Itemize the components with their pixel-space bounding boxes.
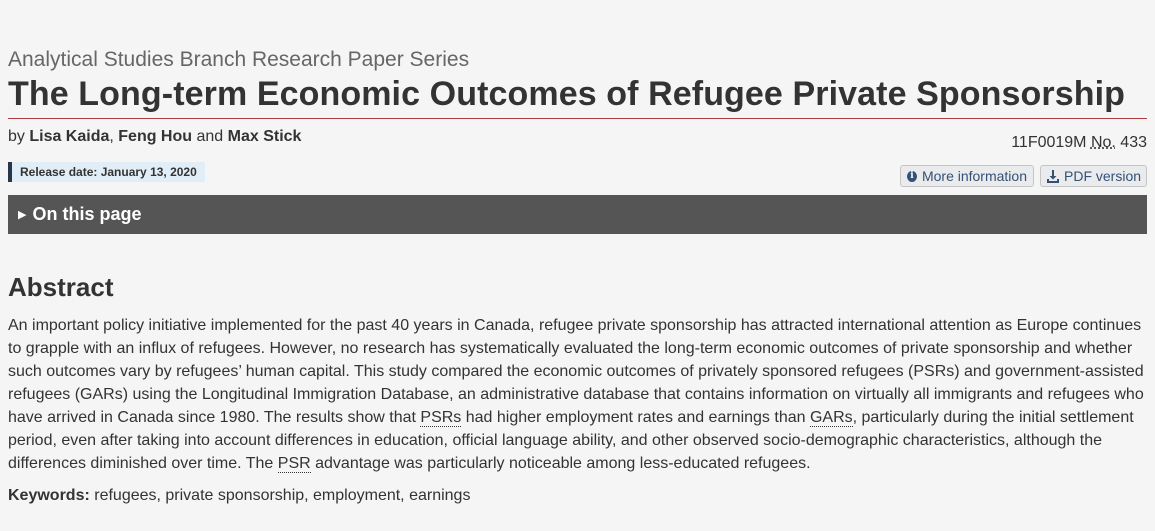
number-abbreviation: No. (1090, 134, 1116, 151)
title-divider (8, 118, 1147, 119)
abbreviation-psrs: PSRs (420, 409, 462, 426)
more-information-label: More information (921, 168, 1027, 184)
pdf-version-button[interactable] (1040, 165, 1147, 187)
byline-prefix: by (8, 128, 30, 145)
byline (8, 127, 301, 147)
on-this-page-label: On this page (32, 204, 142, 224)
series-name: Analytical Studies Branch Research Paper Series (8, 48, 470, 71)
abstract-heading: Abstract (8, 272, 114, 302)
release-date: Release date: January 13, 2020 (8, 162, 205, 182)
info-icon: i (907, 171, 917, 182)
pdf-version-label: PDF version (1064, 168, 1142, 184)
abstract-paragraph (8, 314, 1153, 475)
download-icon (1047, 170, 1059, 183)
page-title: The Long-term Economic Outcomes of Refugee Private Sponsorship (8, 75, 1126, 113)
byline-separator: and (192, 128, 228, 145)
catalogue-code: 11F0019M (1011, 134, 1091, 151)
abbreviation-psr: PSR (277, 455, 311, 472)
abstract-text: An important policy initiative implemented for the past 40 years in Canada, refugee private sponsorship has attracted international attention as Europe continues to grapple with an influx of refugees. However, no research has systematically evaluated the long-term economic outcomes of private sponsorship and whether such outcomes vary by refugees’ human capital. This study compared the economic outcomes of privately sponsored refugees (PSRs) and government-assisted refugees (GARs) using the Longitudinal Immigration Database, an administrative database that contains information on virtually all immigrants and refugees who have arrived in Canada since 1980. The results show that (8, 317, 1144, 426)
author-name: Feng Hou (118, 128, 193, 145)
keywords (8, 486, 470, 506)
issue-number: 433 (1115, 134, 1147, 151)
author-name: Lisa Kaida (29, 128, 110, 145)
abstract-text: , particularly during the initial settlement period, even after taking into account differences in education, official language ability, and other observed socio-demographic characteristics, although the differences diminished over time. The (8, 409, 1134, 472)
author-name: Max Stick (227, 128, 302, 145)
keywords-values: refugees, private sponsorship, employment, earnings (89, 487, 471, 504)
catalogue-number (1011, 133, 1147, 153)
byline-separator: , (109, 128, 119, 145)
abstract-text: had higher employment rates and earnings than (461, 409, 810, 426)
on-this-page-toggle[interactable] (8, 195, 1147, 234)
keywords-label: Keywords: (8, 487, 90, 504)
more-information-button[interactable] (900, 165, 1034, 187)
abbreviation-gars: GARs (809, 409, 853, 426)
expand-triangle-icon: ▶ (18, 209, 27, 221)
abstract-text: advantage was particularly noticeable among less-educated refugees. (310, 455, 811, 472)
